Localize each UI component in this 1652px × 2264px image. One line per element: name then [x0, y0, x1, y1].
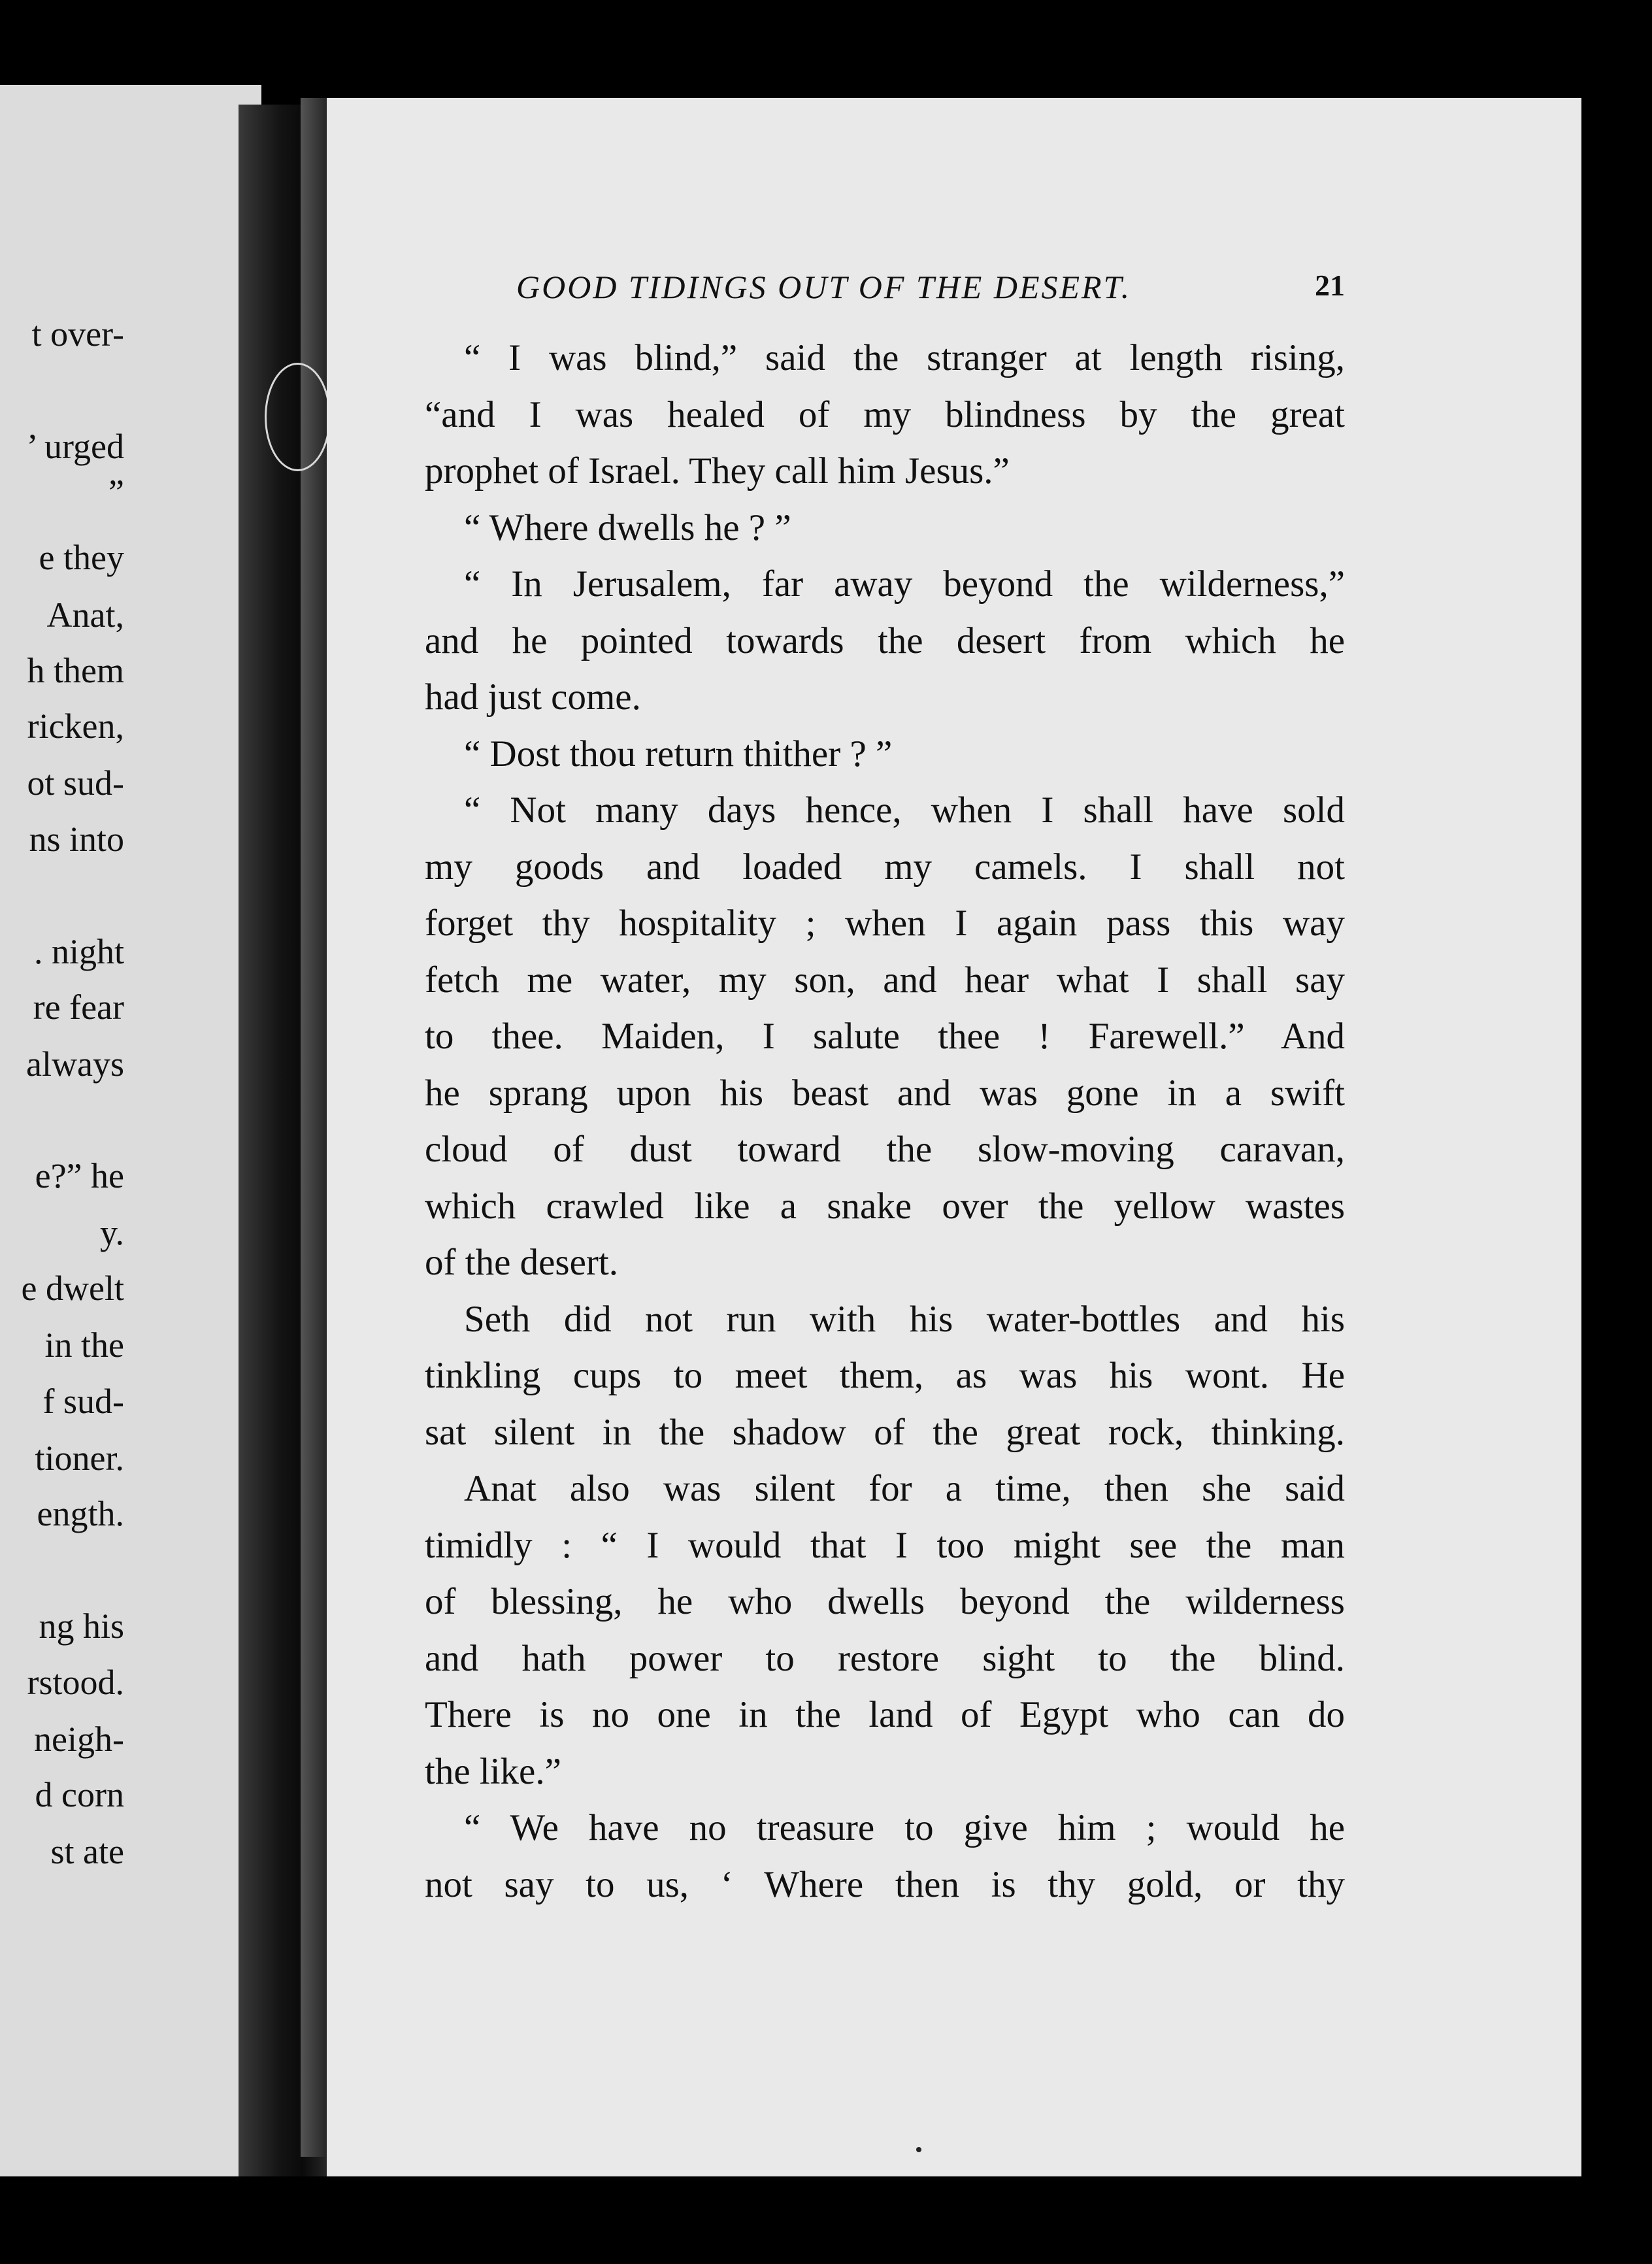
- page-number: 21: [1315, 269, 1345, 302]
- text-line: had just come.: [425, 676, 641, 718]
- previous-page-line: ’ urged: [26, 427, 124, 466]
- text-line: he sprang upon his beast and was gone in a swift: [425, 1072, 1345, 1114]
- previous-page-line: ”: [108, 473, 124, 512]
- previous-page-line: d corn: [35, 1775, 124, 1814]
- previous-page-line: neigh-: [34, 1720, 124, 1759]
- body-text: [425, 330, 1345, 1913]
- text-line: and hath power to restore sight to the blind.: [425, 1637, 1345, 1679]
- text-line: “ Not many days hence, when I shall have sold: [464, 790, 1345, 831]
- text-line: Anat also was silent for a time, then she said: [464, 1468, 1345, 1509]
- text-line: my goods and loaded my camels. I shall not: [425, 846, 1345, 888]
- previous-page-line: e?” he: [35, 1156, 124, 1195]
- previous-page-line: ot sud-: [27, 763, 124, 803]
- text-line: “and I was healed of my blindness by the great: [425, 393, 1345, 435]
- previous-page-line: ns into: [29, 820, 124, 859]
- previous-page-line: e dwelt: [21, 1269, 124, 1308]
- previous-page-line: tioner.: [35, 1439, 124, 1478]
- previous-page-line: t over-: [31, 314, 124, 354]
- text-line: forget thy hospitality ; when I again pass this way: [425, 903, 1345, 944]
- text-line: “ Dost thou return thither ? ”: [464, 733, 893, 774]
- text-line: fetch me water, my son, and hear what I shall say: [425, 959, 1345, 1001]
- text-line: There is no one in the land of Egypt who can do: [425, 1694, 1345, 1735]
- previous-page-line: rstood.: [27, 1663, 124, 1702]
- previous-page-line: Anat,: [46, 595, 124, 635]
- text-line: “ We have no treasure to give him ; would he: [464, 1807, 1345, 1848]
- text-line: “ I was blind,” said the stranger at length rising,: [464, 337, 1345, 378]
- previous-page: [0, 85, 261, 2176]
- previous-page-line: ng his: [39, 1606, 124, 1646]
- previous-page-line: . night: [33, 932, 124, 971]
- binding-hole-mark: [265, 363, 331, 471]
- previous-page-line: y.: [100, 1213, 124, 1252]
- text-line: Seth did not run with his water-bottles and his: [464, 1298, 1345, 1340]
- text-line: which crawled like a snake over the yellow wastes: [425, 1185, 1345, 1227]
- text-line: “ Where dwells he ? ”: [464, 507, 791, 548]
- previous-page-line: ength.: [37, 1494, 124, 1533]
- previous-page-line: always: [26, 1044, 124, 1084]
- text-line: timidly : “ I would that I too might see the man: [425, 1524, 1345, 1566]
- text-line: prophet of Israel. They call him Jesus.”: [425, 450, 1010, 491]
- previous-page-line: st ate: [50, 1832, 124, 1871]
- previous-page-line: re fear: [33, 988, 124, 1027]
- text-line: and he pointed towards the desert from which he: [425, 620, 1345, 661]
- previous-page-line: ricken,: [27, 707, 124, 746]
- text-line: the like.”: [425, 1750, 561, 1792]
- text-line: “ In Jerusalem, far away beyond the wilderness,”: [464, 563, 1345, 605]
- previous-page-line: e they: [39, 538, 124, 577]
- previous-page-line: in the: [44, 1325, 124, 1365]
- speck-mark: [916, 2147, 921, 2152]
- previous-page-line: h them: [27, 651, 124, 690]
- running-title: GOOD TIDINGS OUT OF THE DESERT.: [516, 269, 1132, 305]
- text-line: to thee. Maiden, I salute thee ! Farewell.” And: [425, 1016, 1345, 1057]
- text-line: tinkling cups to meet them, as was his wont. He: [425, 1355, 1345, 1396]
- text-line: of the desert.: [425, 1242, 618, 1283]
- text-line: of blessing, he who dwells beyond the wilderness: [425, 1581, 1345, 1622]
- previous-page-line: f sud-: [42, 1382, 124, 1421]
- text-line: not say to us, ‘ Where then is thy gold, or thy: [425, 1863, 1345, 1905]
- text-line: cloud of dust toward the slow-moving caravan,: [425, 1129, 1345, 1170]
- text-line: sat silent in the shadow of the great rock, thinking.: [425, 1411, 1345, 1453]
